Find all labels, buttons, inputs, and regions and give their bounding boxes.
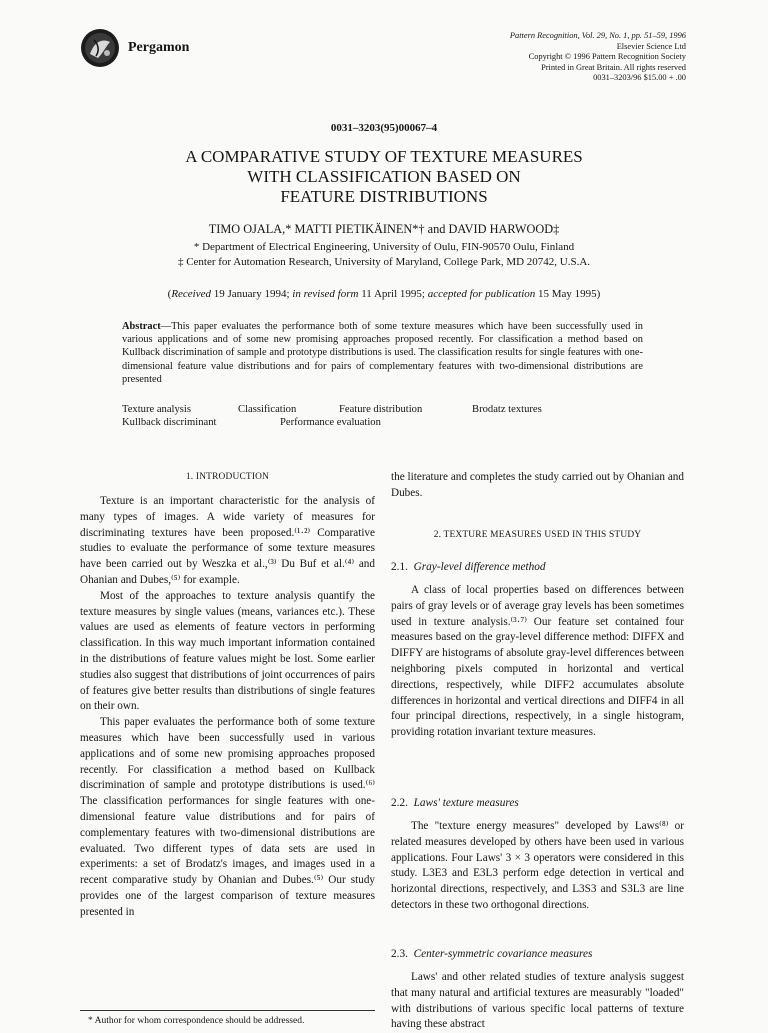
abstract-label: Abstract [122, 321, 161, 332]
subsection-body [391, 583, 684, 741]
article-identifier: 0031–3203(95)00067–4 [330, 122, 438, 134]
affiliations [0, 240, 768, 269]
title-line: WITH CLASSIFICATION BASED ON [247, 167, 521, 186]
continuation-text [391, 470, 684, 502]
footnote-rule [80, 1010, 375, 1011]
abstract-text: —This paper evaluates the performance both of some texture measures which have been successfully used in various applications and of some new promising approaches proposed recently. For classification a method based on Kullback discrimination of sample and prototype distributions is used. The classification results for single features with one-dimensional feature value distributions and for pairs of complementary features with two-dimensional distributions are presented [122, 321, 643, 385]
title-line: FEATURE DISTRIBUTIONS [280, 187, 488, 206]
subsection-heading: 2.1. Gray-level difference method [391, 561, 546, 573]
subsection-heading: 2.3. Center-symmetric covariance measures [391, 948, 593, 960]
copyright-line: Copyright © 1996 Pattern Recognition Society [528, 52, 686, 62]
subsection-heading: 2.2. Laws' texture measures [391, 797, 519, 809]
printed-line: Printed in Great Britain. All rights reserved [541, 62, 686, 72]
paragraph: A class of local properties based on differences between pairs of gray levels or of average gray levels has been sometimes used in texture analysis.⁽³·⁷⁾ Our feature set contained four measures based on the gray-level difference method: DIFFX and DIFFY are histograms of absolute gray-level differences between neighboring pixels computed in horizontal and vertical directions, respectively, while DIFF2 accumulates absolute differences in horizontal and vertical directions and DIFF4 in all four principal directions, respectively, in a single histogram, providing rotation invariant texture measures. [391, 584, 684, 739]
paragraph: Laws' and other related studies of texture analysis suggest that many natural and artificial textures are measurably "loaded" with distributions of various specific local patterns of texture having these abstract [391, 971, 684, 1031]
keyword: Texture analysis [122, 404, 191, 415]
paragraph: The "texture energy measures" developed by Laws⁽⁸⁾ or related measures developed by others have been used in various applications. Four Laws' 3 × 3 operators were considered in this study. L3E3 and E3L3 perform edge detection in vertical and horizontal directions, respectively, and L3S3 and S3L3 are line detectors in these two orthogonal directions. [391, 820, 684, 911]
keyword: Feature distribution [339, 404, 423, 415]
paragraph: the literature and completes the study carried out by Ohanian and Dubes. [391, 471, 684, 499]
title-line: A COMPARATIVE STUDY OF TEXTURE MEASURES [185, 147, 583, 166]
affiliation: * Department of Electrical Engineering, University of Oulu, FIN-90570 Oulu, Finland [193, 241, 575, 253]
publisher-line: Elsevier Science Ltd [616, 41, 686, 51]
affiliation: ‡ Center for Automation Research, University of Maryland, College Park, MD 20742, U.S.A. [177, 255, 591, 268]
authors: TIMO OJALA,* MATTI PIETIKÄINEN*† and DAVID HARWOOD‡ [208, 222, 560, 236]
subsection-body [391, 819, 684, 914]
keyword: Kullback discriminant [122, 417, 217, 428]
footnote: * Author for whom correspondence should be addressed. [88, 1016, 305, 1026]
received-dates: (Received 19 January 1994; in revised form 11 April 1995; accepted for publication 15 May 1995) [167, 288, 601, 300]
article-title [100, 147, 668, 207]
paragraph: This paper evaluates the performance both of some texture measures which have been successfully used in various applications and of some new promising approaches proposed recently. For classification a method based on Kullback discrimination of sample and prototype distributions is used.⁽⁶⁾ The classification performances for single features with one-dimensional feature value distributions and for pairs of complementary features with two-dimensional distributions are evaluated. Two different types of data sets are used in experiments: a set of Brodatz's images, and images used in a recent comparative study by Ohanian and Dubes.⁽⁵⁾ Our study provides one of the largest comparison of texture measures presented in [80, 716, 375, 918]
paragraph: Most of the approaches to texture analysis quantify the texture measures by single values (means, variances etc.). These values are used as elements of feature vectors in performing classification. In this way much important information contained in the distributions of feature values might be lost. Some earlier studies also suggest that distributions of joint occurrences of pairs of features give better results than distributions of single features on their own. [80, 589, 375, 713]
section-heading: 1. INTRODUCTION [185, 472, 270, 482]
paragraph: Texture is an important characteristic for the analysis of many types of images. A wide variety of measures for discriminating textures have been proposed.⁽¹·²⁾ Comparative studies to evaluate the performance of some texture measures have been carried out by Weszka et al.,⁽³⁾ Du Buf et al.⁽⁴⁾ and Ohanian and Dubes,⁽⁵⁾ for example. [80, 495, 375, 586]
keyword: Classification [238, 404, 297, 415]
publisher-logo [80, 28, 120, 68]
price-line: 0031–3203/96 $15.00 + .00 [593, 73, 686, 83]
keyword: Performance evaluation [280, 417, 381, 428]
section-heading: 2. TEXTURE MEASURES USED IN THIS STUDY [433, 530, 642, 540]
publisher-name: Pergamon [128, 40, 190, 55]
keyword: Brodatz textures [472, 404, 542, 415]
abstract [122, 320, 643, 386]
journal-citation: Pattern Recognition, Vol. 29, No. 1, pp. 51–59, 1996 [509, 31, 686, 40]
publication-info [510, 31, 686, 84]
introduction-body [80, 494, 375, 921]
